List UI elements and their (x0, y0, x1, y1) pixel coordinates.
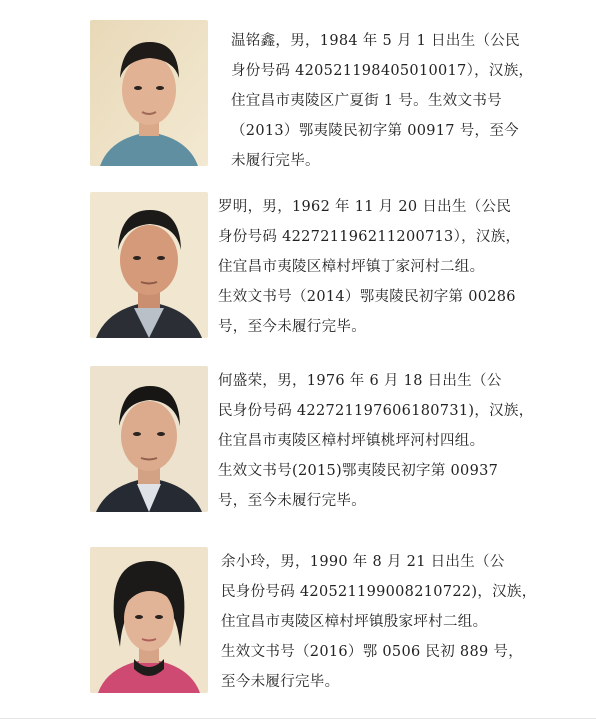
person-entry-1 (90, 20, 560, 175)
description-line: 住宜昌市夷陵区樟村坪镇丁家河村二组。 (218, 259, 485, 275)
description-line: 生效文书号(2015)鄂夷陵民初字第 00937 (218, 463, 499, 479)
person-entry-3 (90, 366, 560, 516)
description-line: 号，至今未履行完毕。 (218, 493, 366, 509)
person-entry-4 (90, 547, 560, 697)
description-line: 余小玲，男，1990 年 8 月 21 日出生（公 (221, 554, 505, 570)
person-entry-2 (90, 192, 560, 344)
description-line: 未履行完毕。 (231, 153, 320, 169)
description-line: 温铭鑫，男，1984 年 5 月 1 日出生（公民 (231, 33, 520, 49)
portrait-photo (90, 366, 208, 512)
description-line: 生效文书号（2016）鄂 0506 民初 889 号， (221, 644, 524, 660)
description-line: 民身份号码 422721197606180731)，汉族， (218, 403, 534, 419)
description-line: 身份号码 422721196211200713），汉族， (218, 229, 521, 245)
description-line: 生效文书号（2014）鄂夷陵民初字第 00286 (218, 289, 516, 305)
portrait-photo (90, 547, 208, 693)
description-line: 身份号码 420521198405010017），汉族， (231, 63, 534, 79)
person-description (218, 192, 520, 342)
description-line: 至今未履行完毕。 (221, 674, 340, 690)
portrait-photo (90, 192, 208, 338)
description-line: 罗明，男，1962 年 11 月 20 日出生（公民 (218, 199, 512, 215)
description-line: （2013）鄂夷陵民初字第 00917 号，至今 (231, 123, 519, 139)
description-line: 何盛荣，男，1976 年 6 月 18 日出生（公 (218, 373, 502, 389)
description-line: 住宜昌市夷陵区樟村坪镇桃坪河村四组。 (218, 433, 485, 449)
person-description (231, 26, 533, 176)
description-line: 住宜昌市夷陵区樟村坪镇殷家坪村二组。 (221, 614, 488, 630)
description-line: 住宜昌市夷陵区广夏街 1 号。生效文书号 (231, 93, 502, 109)
description-line: 民身份号码 420521199008210722)，汉族， (221, 584, 537, 600)
portrait-photo (90, 20, 208, 166)
description-line: 号，至今未履行完毕。 (218, 319, 366, 335)
person-description (221, 547, 537, 697)
person-description (218, 366, 534, 516)
